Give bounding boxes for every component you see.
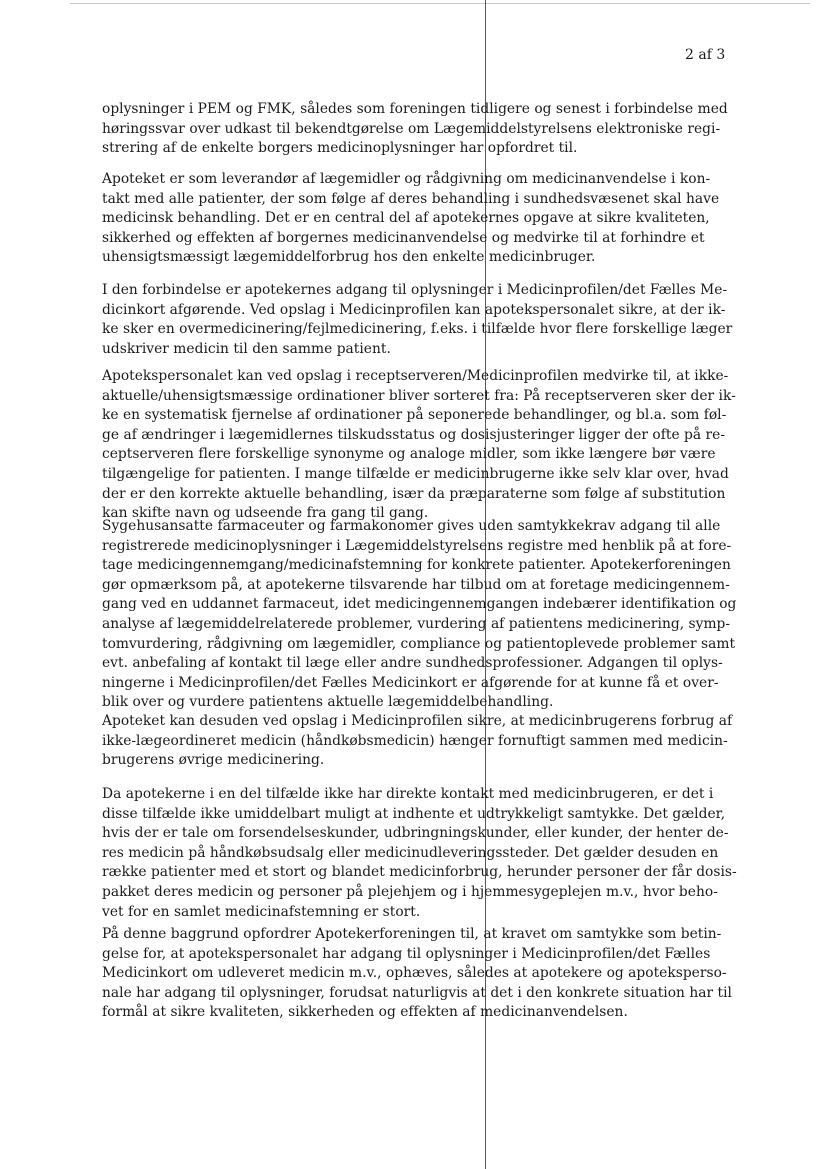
text-line: Da apotekerne i en del tilfælde ikke har direkte kontakt med medicinbrugeren, er det i [102,786,714,802]
text-line: res medicin på håndkøbsudsalg eller medicinudleveringssteder. Det gælder desuden en [102,844,719,861]
text-line: uhensigtsmæssigt lægemiddelforbrug hos den enkelte medicinbruger. [102,249,596,266]
text-line: gør opmærksom på, at apotekerne tilsvarende har tilbud om at foretage medicingennem- [102,576,730,593]
paragraph [102,925,742,1023]
text-line: strering af de enkelte borgers medicinoplysninger har opfordret til. [102,140,578,157]
text-line: hvis der er tale om forsendelseskunder, udbringningskunder, eller kunder, der henter de- [102,825,729,842]
text-line: På denne baggrund opfordrer Apotekerforeningen til, at kravet om samtykke som betin- [102,926,722,942]
text-line: høringssvar over udkast til bekendtgørelse om Lægemiddelstyrelsens elektroniske regi- [102,120,721,137]
text-line: blik over og vurdere patientens aktuelle lægemiddelbehandling. [102,694,554,711]
text-line: vet for en samlet medicinafstemning er stort. [102,903,421,920]
text-line: tomvurdering, rådgivning om lægemidler, compliance og patientoplevede problemer samt [102,635,736,652]
paragraph [102,712,742,771]
text-line: udskriver medicin til den samme patient. [102,340,391,357]
paragraph [102,100,742,159]
text-line: ke en systematisk fjernelse af ordinationer på seponerede behandlinger, og bl.a. som føl- [102,407,727,424]
text-line: der er den korrekte aktuelle behandling, især da præparaterne som følge af substitution [102,485,726,502]
text-line: ikke-lægeordineret medicin (håndkøbsmedicin) hænger fornuftigt sammen med medicin- [102,732,728,749]
text-line: række patienter med et stort og blandet medicinforbrug, herunder personer der får dosis- [102,864,737,881]
paragraph [102,517,742,713]
text-line: tage medicingennemgang/medicinafstemning for konkrete patienter. Apotekerforeningen [102,557,731,574]
paragraph [102,281,742,359]
text-line: brugerens øvrige medicinering. [102,752,325,769]
text-line: gelse for, at apotekspersonalet har adgang til oplysninger i Medicinprofilen/det Fælles [102,945,711,962]
text-line: Apoteket er som leverandør af lægemidler og rådgivning om medicinanvendelse i kon- [102,171,711,187]
text-line: Medicinkort om udleveret medicin m.v., ophæves, således at apotekere og apoteksperso- [102,965,727,982]
text-line: ningerne i Medicinprofilen/det Fælles Medicinkort er afgørende for at kunne få et over- [102,674,719,691]
text-line: Apoteket kan desuden ved opslag i Medicinprofilen sikre, at medicinbrugerens forbrug af [102,713,733,729]
text-line: Apotekspersonalet kan ved opslag i receptserveren/Medicinprofilen medvirke til, at ikke- [102,368,729,384]
text-line: ke sker en overmedicinering/fejlmedicinering, f.eks. i tilfælde hvor flere forskellige læger [102,321,733,338]
text-line: evt. anbefaling af kontakt til læge eller andre sundhedsprofessioner. Adgangen til oplys- [102,655,723,672]
text-line: dicinkort afgørende. Ved opslag i Medicinprofilen kan apotekspersonalet sikre, at der ik- [102,301,726,318]
text-line: medicinsk behandling. Det er en central del af apotekernes opgave at sikre kvaliteten, [102,210,710,227]
text-line: takt med alle patienter, der som følge af deres behandling i sundhedsvæsenet skal have [102,190,720,207]
text-line: analyse af lægemiddelrelaterede problemer, vurdering af patientens medicinering, symp- [102,615,731,632]
text-line: ceptserveren flere forskellige synonyme og analoge midler, som ikke længere bør være [102,446,716,463]
paragraph [102,785,742,922]
text-line: pakket deres medicin og personer på plejehjem og i hjemmesygeplejen m.v., hvor beho- [102,883,718,900]
text-line: gang ved en uddannet farmaceut, idet medicingennemgangen indebærer identifikation og [102,596,737,613]
text-line: ge af ændringer i lægemidlernes tilskudsstatus og dosisjusteringer ligger der ofte på re- [102,426,726,443]
text-line: sikkerhed og effekten af borgernes medicinanvendelse og medvirke til at forhindre et [102,229,705,246]
paragraph [102,367,742,524]
scan-artifact-top-line [70,3,810,4]
text-line: formål at sikre kvaliteten, sikkerheden og effekten af medicinanvendelsen. [102,1004,628,1021]
page-number: 2 af 3 [685,47,726,63]
text-line: disse tilfælde ikke umiddelbart muligt at indhente et udtrykkeligt samtykke. Det gælder, [102,805,726,822]
text-line: registrerede medicinoplysninger i Lægemiddelstyrelsens registre med henblik på at fore- [102,537,732,554]
text-line: Sygehusansatte farmaceuter og farmakonomer gives uden samtykkekrav adgang til alle [102,518,721,534]
text-line: I den forbindelse er apotekernes adgang til oplysninger i Medicinprofilen/det Fælles Me- [102,282,728,298]
text-line: tilgængelige for patienten. I mange tilfælde er medicinbrugerne ikke selv klar over, hvad [102,465,729,482]
text-line: nale har adgang til oplysninger, forudsat naturligvis at det i den konkrete situation har til [102,984,732,1001]
paragraph [102,170,742,268]
text-line: aktuelle/uhensigtsmæssige ordinationer bliver sorteret fra: På receptserveren sker der ik- [102,387,736,404]
text-line: oplysninger i PEM og FMK, således som foreningen tidligere og senest i forbindelse med [102,101,728,117]
text-line: kan skifte navn og udseende fra gang til gang. [102,505,429,522]
